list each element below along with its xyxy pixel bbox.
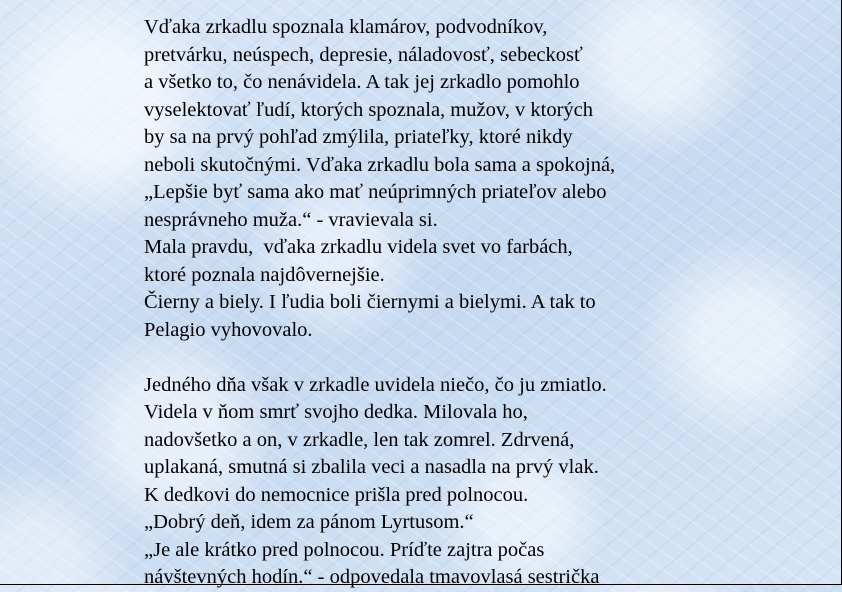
text-line-8: nesprávneho muža.“ - vravievala si. xyxy=(144,208,438,231)
text-line-19: „Je ale krátko pred polnocou. Príďte zajtra počas xyxy=(144,538,545,561)
text-line-3: a všetko to, čo nenávidela. A tak jej zrkadlo pomohlo xyxy=(144,71,580,93)
text-line-12: Pelagio vyhovovalo. xyxy=(144,318,313,341)
text-line-13: Jedného dňa však v zrkadle uvidela niečo, čo ju zmiatlo. xyxy=(144,373,607,396)
text-line-7: „Lepšie byť sama ako mať neúprimných priateľov alebo xyxy=(144,181,607,203)
text-line-17: K dedkovi do nemocnice prišla pred polnocou. xyxy=(144,483,529,506)
text-line-1: Vďaka zrkadlu spoznala klamárov, podvodníkov, xyxy=(144,16,548,38)
text-line-20: návštevných hodín.“ - odpovedala tmavovlasá sestrička xyxy=(144,566,600,588)
text-line-6: neboli skutočnými. Vďaka zrkadlu bola sama a spokojná, xyxy=(144,153,616,176)
text-line-14: Videla v ňom smrť svojho dedka. Milovala ho, xyxy=(144,401,528,423)
text-line-15: nadovšetko a on, v zrkadle, len tak zomrel. Zdrvená, xyxy=(144,428,575,451)
text-line-10: ktoré poznala najdôvernejšie. xyxy=(144,263,385,286)
text-line-4: vyselektovať ľudí, ktorých spoznala, mužov, v ktorých xyxy=(144,98,593,121)
text-line-9: Mala pravdu, vďaka zrkadlu videla svet vo farbách, xyxy=(144,236,573,258)
text-line-11: Čierny a biely. I ľudia boli čiernymi a bielymi. A tak to xyxy=(144,291,596,313)
document-text xyxy=(144,14,764,592)
blank-line xyxy=(144,344,764,372)
text-line-5: by sa na prvý pohľad zmýlila, priateľky, ktoré nikdy xyxy=(144,126,573,148)
text-line-18: „Dobrý deň, idem za pánom Lyrtusom.“ xyxy=(144,511,474,533)
text-line-16: uplakaná, smutná si zbalila veci a nasadla na prvý vlak. xyxy=(144,456,599,478)
text-line-2: pretvárku, neúspech, depresie, náladovosť, sebeckosť xyxy=(144,43,583,66)
